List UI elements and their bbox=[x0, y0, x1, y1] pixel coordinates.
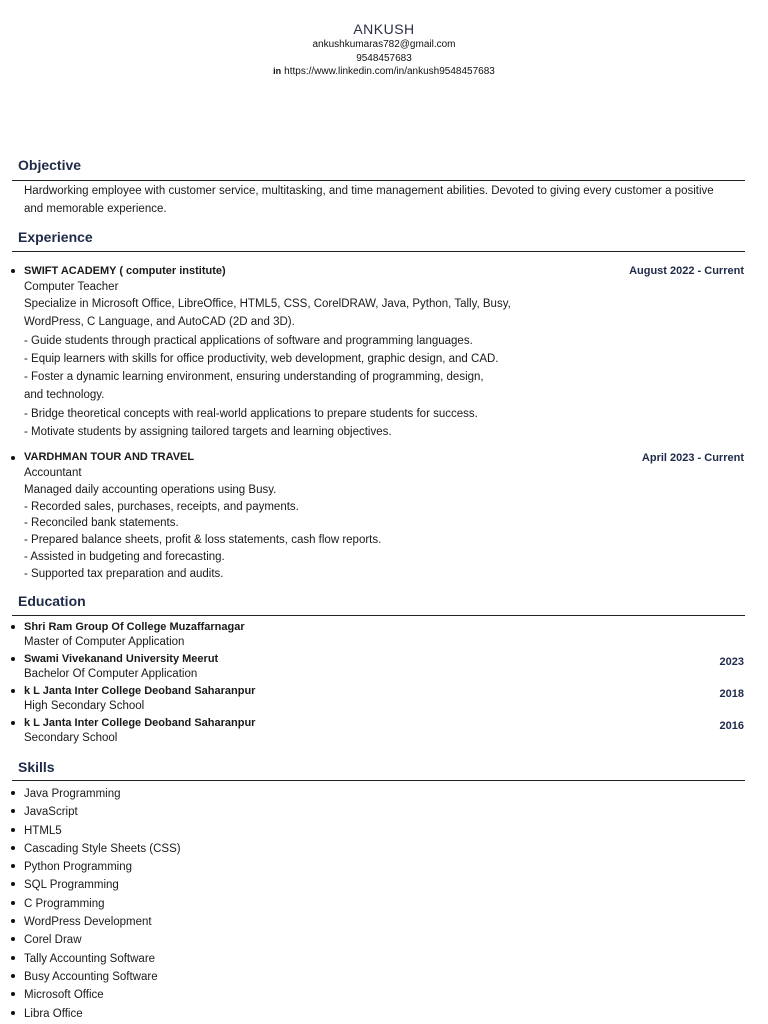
job-description-line: Specialize in Microsoft Office, LibreOffice, HTML5, CSS, CorelDRAW, Java, Python, Tally, Busy, bbox=[24, 298, 511, 310]
skill-item: Python Programming bbox=[24, 858, 181, 876]
employer-name: VARDHMAN TOUR AND TRAVEL bbox=[24, 451, 195, 463]
job-description-line: - Prepared balance sheets, profit & loss statements, cash flow reports. bbox=[24, 534, 382, 547]
skill-item: Libra Office bbox=[24, 1005, 181, 1023]
job-title: Accountant bbox=[24, 467, 82, 479]
job-title: Computer Teacher bbox=[24, 281, 119, 293]
employer-name: SWIFT ACADEMY ( computer institute) bbox=[24, 265, 226, 277]
job-description-line: - Assisted in budgeting and forecasting. bbox=[24, 550, 225, 563]
job-description-line: - Reconciled bank statements. bbox=[24, 517, 179, 530]
skill-item: WordPress Development bbox=[24, 913, 181, 931]
job-description-line: and technology. bbox=[24, 389, 105, 402]
section-title-objective: Objective bbox=[18, 157, 82, 173]
education-item bbox=[24, 619, 744, 651]
school-name: Shri Ram Group Of College Muzaffarnagar bbox=[24, 621, 245, 633]
candidate-name: ANKUSH bbox=[353, 21, 415, 37]
school-name: Swami Vivekanand University Meerut bbox=[24, 653, 219, 665]
experience-item bbox=[24, 450, 744, 583]
graduation-year: 2023 bbox=[719, 656, 744, 668]
job-description-line: Managed daily accounting operations using Busy. bbox=[24, 483, 277, 496]
degree: Master of Computer Application bbox=[24, 636, 185, 648]
job-description-line: - Motivate students by assigning tailored targets and learning objectives. bbox=[24, 426, 392, 439]
degree: High Secondary School bbox=[24, 700, 145, 712]
job-description-line: WordPress, C Language, and AutoCAD (2D and 3D). bbox=[24, 316, 295, 329]
job-description-line: - Equip learners with skills for office productivity, web development, graphic design, and CAD. bbox=[24, 352, 499, 365]
linkedin-row bbox=[0, 65, 768, 79]
objective-text: Hardworking employee with customer service, multitasking, and time management abilities. Devoted to giving every customer a positive and memorable experience. bbox=[24, 185, 714, 215]
divider bbox=[12, 780, 745, 781]
skill-item: Tally Accounting Software bbox=[24, 950, 181, 968]
skill-item: JavaScript bbox=[24, 803, 181, 821]
skill-item: C Programming bbox=[24, 895, 181, 913]
divider bbox=[12, 251, 745, 252]
education-item bbox=[24, 683, 744, 715]
job-description-line: - Foster a dynamic learning environment, ensuring understanding of programming, design, bbox=[24, 371, 484, 384]
job-description-line: - Supported tax preparation and audits. bbox=[24, 567, 224, 580]
phone: 9548457683 bbox=[356, 52, 412, 64]
degree: Bachelor Of Computer Application bbox=[24, 668, 198, 680]
skill-item: Microsoft Office bbox=[24, 986, 181, 1004]
job-description-line: - Guide students through practical applications of software and programming languages. bbox=[24, 334, 473, 347]
education-item bbox=[24, 651, 744, 683]
employment-date: April 2023 - Current bbox=[641, 452, 744, 464]
job-description-line: - Bridge theoretical concepts with real-world applications to prepare students for success. bbox=[24, 407, 478, 420]
experience-item bbox=[24, 263, 744, 441]
school-name: k L Janta Inter College Deoband Saharanpur bbox=[24, 717, 256, 729]
resume-header bbox=[0, 20, 768, 79]
skills-list bbox=[24, 785, 181, 1023]
section-title-experience: Experience bbox=[18, 229, 93, 245]
degree: Secondary School bbox=[24, 732, 118, 744]
skill-item: SQL Programming bbox=[24, 876, 181, 894]
email[interactable]: ankushkumaras782@gmail.com bbox=[312, 39, 456, 50]
skill-item: Java Programming bbox=[24, 785, 181, 803]
job-description-line: - Recorded sales, purchases, receipts, and payments. bbox=[24, 500, 299, 513]
divider bbox=[12, 615, 745, 616]
education-item bbox=[24, 715, 744, 747]
skill-item: HTML5 bbox=[24, 822, 181, 840]
skill-item: Busy Accounting Software bbox=[24, 968, 181, 986]
school-name: k L Janta Inter College Deoband Saharanpur bbox=[24, 685, 256, 697]
employment-date: August 2022 - Current bbox=[629, 265, 744, 277]
skill-item: Corel Draw bbox=[24, 931, 181, 949]
divider bbox=[12, 180, 745, 181]
section-title-skills: Skills bbox=[18, 759, 55, 775]
section-title-education: Education bbox=[18, 593, 86, 609]
linkedin-icon: in bbox=[273, 66, 282, 76]
graduation-year: 2016 bbox=[719, 720, 744, 732]
skill-item: Cascading Style Sheets (CSS) bbox=[24, 840, 181, 858]
graduation-year: 2018 bbox=[719, 688, 744, 700]
linkedin-link[interactable]: https://www.linkedin.com/in/ankush9548457683 bbox=[284, 66, 495, 77]
